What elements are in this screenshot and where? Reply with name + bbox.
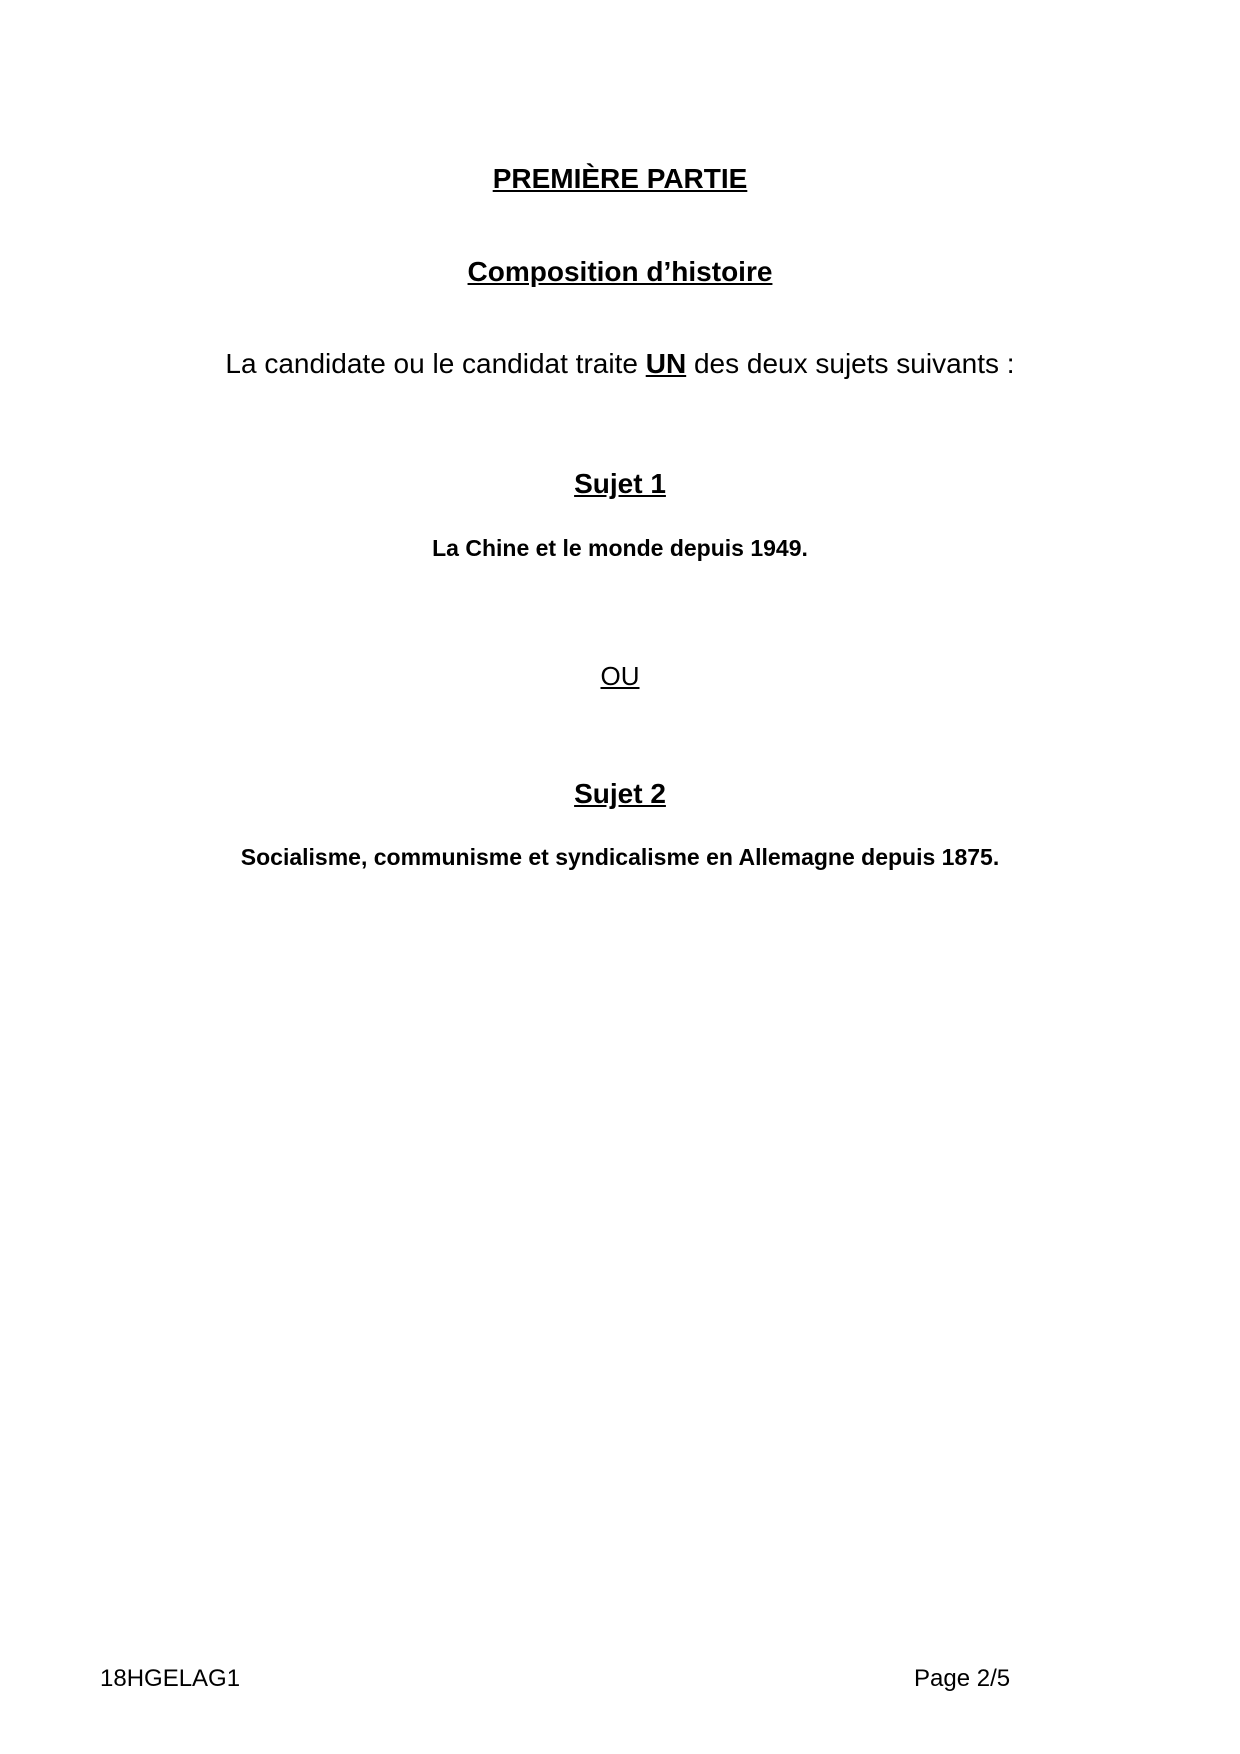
instruction-text bbox=[0, 348, 1240, 380]
instruction-after: des deux sujets suivants : bbox=[686, 348, 1015, 379]
section-title: Composition d’histoire bbox=[467, 256, 773, 287]
instruction-before: La candidate ou le candidat traite bbox=[225, 348, 646, 379]
subject-2-text: Socialisme, communisme et syndicalisme en Allemagne depuis 1875. bbox=[240, 844, 1000, 870]
part-title: PREMIÈRE PARTIE bbox=[492, 163, 748, 194]
instruction-emphasis: UN bbox=[645, 348, 687, 379]
or-separator: OU bbox=[600, 661, 640, 691]
subject-1-title: Sujet 1 bbox=[574, 468, 666, 499]
footer-page-number: Page 2/5 bbox=[914, 1665, 1011, 1692]
subject-1-text: La Chine et le monde depuis 1949. bbox=[432, 535, 808, 561]
footer-exam-code: 18HGELAG1 bbox=[100, 1665, 241, 1692]
subject-2-title: Sujet 2 bbox=[574, 778, 666, 809]
